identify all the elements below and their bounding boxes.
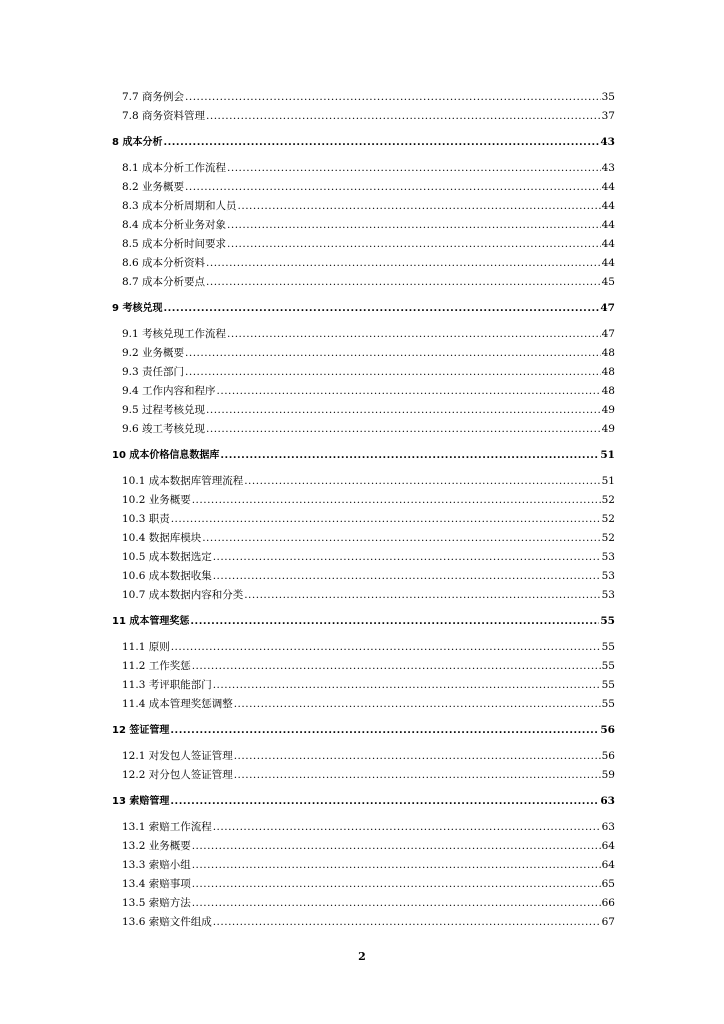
toc-dot-leader [206,254,601,273]
toc-entry-page: 63 [601,821,615,833]
toc-entry-page: 47 [601,328,615,340]
toc-entry-title: 8.7 成本分析要点 [122,276,206,288]
toc-entry-page: 43 [600,136,615,148]
toc-dot-leader [227,235,601,254]
toc-dot-leader [234,747,601,766]
toc-section-entry[interactable] [112,299,615,318]
toc-entry-title: 9.4 工作内容和程序 [122,385,216,397]
toc-dot-leader [234,695,601,714]
toc-subsection-entry[interactable] [112,491,615,510]
toc-entry-title: 13.2 业务概要 [122,840,191,852]
toc-subsection-entry[interactable] [112,325,615,344]
toc-entry-page: 52 [601,494,615,506]
toc-entry-page: 67 [601,916,615,928]
toc-entry-title: 13.5 索赔方法 [122,897,191,909]
toc-dot-leader [206,420,601,439]
toc-dot-leader [206,273,601,292]
toc-subsection-entry[interactable] [112,529,615,548]
toc-dot-leader [170,792,599,811]
toc-subsection-entry[interactable] [112,567,615,586]
toc-subsection-entry[interactable] [112,363,615,382]
toc-entry-title: 10 成本价格信息数据库 [112,450,220,461]
toc-subsection-entry[interactable] [112,344,615,363]
toc-dot-leader [190,612,599,631]
toc-entry-page: 45 [601,276,615,288]
toc-entry-title: 7.7 商务例会 [122,91,185,103]
toc-entry-title: 13.3 索赔小组 [122,859,191,871]
toc-dot-leader [170,721,599,740]
toc-dot-leader [244,586,600,605]
toc-entry-page: 49 [601,423,615,435]
toc-entry-title: 13.6 索赔文件组成 [122,916,212,928]
toc-entry-title: 10.5 成本数据选定 [122,551,212,563]
toc-entry-page: 44 [601,219,615,231]
toc-dot-leader [244,472,600,491]
toc-entry-page: 56 [600,724,615,736]
toc-entry-page: 65 [601,878,615,890]
toc-entry-title: 8.6 成本分析资料 [122,257,206,269]
toc-dot-leader [192,856,601,875]
toc-entry-page: 55 [601,698,615,710]
toc-dot-leader [213,818,601,837]
toc-entry-page: 44 [601,200,615,212]
toc-entry-title: 9.3 责任部门 [122,366,185,378]
toc-subsection-entry[interactable] [112,894,615,913]
toc-section-entry[interactable] [112,721,615,740]
toc-entry-page: 55 [601,660,615,672]
toc-entry-title: 12 签证管理 [112,725,170,736]
toc-entry-title: 13.1 索赔工作流程 [122,821,212,833]
toc-subsection-entry[interactable] [112,107,615,126]
toc-entry-page: 53 [601,589,615,601]
toc-entry-title: 9.2 业务概要 [122,347,185,359]
toc-entry-title: 9.6 竣工考核兑现 [122,423,206,435]
toc-dot-leader [192,657,601,676]
toc-entry-title: 9 考核兑现 [112,303,163,314]
page-number: 2 [358,950,366,963]
toc-subsection-entry[interactable] [112,913,615,932]
toc-entry-title: 11 成本管理奖惩 [112,616,190,627]
toc-entry-title: 8.3 成本分析周期和人员 [122,200,237,212]
toc-entry-page: 48 [601,385,615,397]
toc-subsection-entry[interactable] [112,159,615,178]
toc-subsection-entry[interactable] [112,586,615,605]
toc-subsection-entry[interactable] [112,747,615,766]
toc-subsection-entry[interactable] [112,766,615,785]
toc-dot-leader [213,567,601,586]
toc-section-entry[interactable] [112,612,615,631]
toc-entry-page: 44 [601,238,615,250]
toc-dot-leader [206,401,601,420]
toc-entry-page: 53 [601,551,615,563]
toc-entry-page: 49 [601,404,615,416]
toc-entry-title: 10.7 成本数据内容和分类 [122,589,244,601]
toc-dot-leader [185,88,601,107]
toc-entry-page: 51 [601,475,615,487]
toc-entry-page: 48 [601,347,615,359]
toc-entry-title: 9.1 考核兑现工作流程 [122,328,227,340]
toc-entry-title: 10.1 成本数据库管理流程 [122,475,244,487]
toc-entry-page: 53 [601,570,615,582]
toc-entry-page: 52 [601,532,615,544]
toc-dot-leader [185,178,601,197]
toc-dot-leader [171,510,601,529]
toc-entry-title: 8 成本分析 [112,137,163,148]
toc-entry-title: 12.1 对发包人签证管理 [122,750,233,762]
toc-entry-page: 44 [601,181,615,193]
toc-dot-leader [192,837,601,856]
toc-entry-page: 37 [601,110,615,122]
toc-section-entry[interactable] [112,446,615,465]
toc-dot-leader [213,676,601,695]
toc-subsection-entry[interactable] [112,216,615,235]
toc-dot-leader [227,159,601,178]
toc-dot-leader [220,446,599,465]
toc-subsection-entry[interactable] [112,273,615,292]
toc-entry-title: 11.3 考评职能部门 [122,679,212,691]
toc-subsection-entry[interactable] [112,401,615,420]
toc-subsection-entry[interactable] [112,420,615,439]
toc-subsection-entry[interactable] [112,197,615,216]
toc-dot-leader [171,638,601,657]
toc-entry-page: 44 [601,257,615,269]
table-of-contents [112,88,615,932]
toc-section-entry[interactable] [112,133,615,152]
toc-entry-page: 55 [601,679,615,691]
toc-entry-page: 52 [601,513,615,525]
toc-entry-title: 10.4 数据库模块 [122,532,202,544]
toc-entry-page: 56 [601,750,615,762]
toc-dot-leader [192,875,601,894]
toc-dot-leader [185,344,601,363]
toc-entry-page: 35 [601,91,615,103]
toc-subsection-entry[interactable] [112,235,615,254]
toc-entry-title: 8.1 成本分析工作流程 [122,162,227,174]
toc-section-entry[interactable] [112,792,615,811]
toc-entry-page: 48 [601,366,615,378]
toc-dot-leader [234,766,601,785]
toc-dot-leader [192,894,601,913]
toc-subsection-entry[interactable] [112,382,615,401]
toc-entry-title: 8.2 业务概要 [122,181,185,193]
toc-dot-leader [163,299,599,318]
toc-entry-page: 63 [600,795,615,807]
toc-entry-title: 11.2 工作奖惩 [122,660,191,672]
toc-subsection-entry[interactable] [112,548,615,567]
toc-subsection-entry[interactable] [112,510,615,529]
toc-dot-leader [202,529,600,548]
toc-dot-leader [206,107,601,126]
toc-entry-title: 13 索赔管理 [112,796,170,807]
toc-subsection-entry[interactable] [112,837,615,856]
toc-dot-leader [185,363,601,382]
toc-entry-page: 64 [601,840,615,852]
toc-entry-title: 8.5 成本分析时间要求 [122,238,227,250]
toc-entry-page: 51 [600,449,615,461]
toc-entry-page: 47 [600,302,615,314]
toc-subsection-entry[interactable] [112,472,615,491]
toc-dot-leader [192,491,601,510]
toc-entry-title: 8.4 成本分析业务对象 [122,219,227,231]
toc-subsection-entry[interactable] [112,818,615,837]
toc-entry-page: 43 [601,162,615,174]
toc-dot-leader [213,548,601,567]
toc-dot-leader [227,325,601,344]
toc-subsection-entry[interactable] [112,695,615,714]
toc-entry-title: 11.1 原则 [122,641,170,653]
toc-subsection-entry[interactable] [112,875,615,894]
toc-dot-leader [238,197,601,216]
toc-entry-title: 12.2 对分包人签证管理 [122,769,233,781]
toc-entry-page: 66 [601,897,615,909]
toc-entry-page: 64 [601,859,615,871]
toc-entry-title: 10.2 业务概要 [122,494,191,506]
toc-dot-leader [227,216,601,235]
toc-subsection-entry[interactable] [112,657,615,676]
toc-entry-title: 11.4 成本管理奖惩调整 [122,698,233,710]
toc-entry-title: 10.3 职责 [122,513,170,525]
toc-subsection-entry[interactable] [112,178,615,197]
toc-entry-page: 55 [601,641,615,653]
toc-entry-title: 9.5 过程考核兑现 [122,404,206,416]
toc-entry-page: 55 [600,615,615,627]
toc-entry-title: 10.6 成本数据收集 [122,570,212,582]
toc-subsection-entry[interactable] [112,254,615,273]
toc-entry-title: 7.8 商务资料管理 [122,110,206,122]
toc-dot-leader [213,913,601,932]
toc-subsection-entry[interactable] [112,676,615,695]
toc-subsection-entry[interactable] [112,856,615,875]
toc-dot-leader [163,133,599,152]
toc-subsection-entry[interactable] [112,638,615,657]
toc-dot-leader [217,382,601,401]
toc-entry-page: 59 [601,769,615,781]
toc-entry-title: 13.4 索赔事项 [122,878,191,890]
toc-subsection-entry[interactable] [112,88,615,107]
